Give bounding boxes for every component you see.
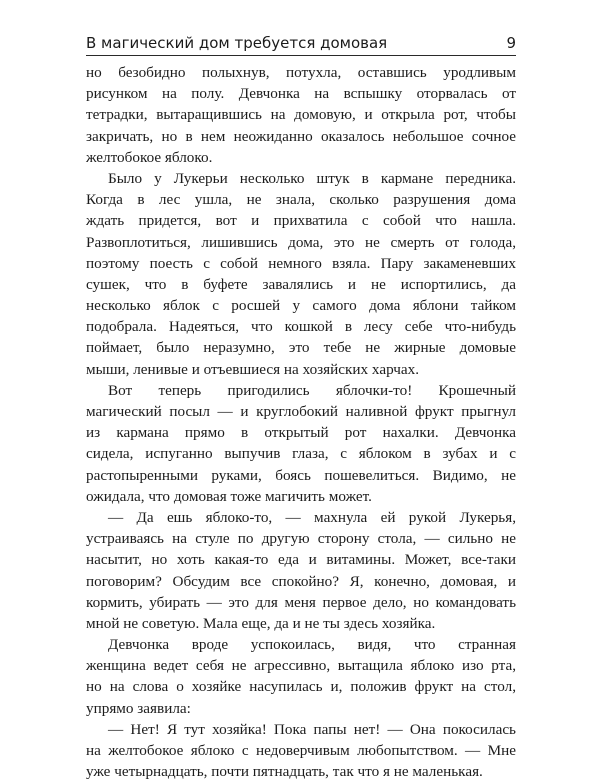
text-line: растопыренными руками, боясь пошевелиться. Видимо, не xyxy=(86,466,516,484)
text-line: ожидала, что домовая тоже магичить может. xyxy=(86,487,372,505)
text-line: мной не советую. Мала еще, да и не ты здесь хозяйка. xyxy=(86,614,436,632)
text-line: подобрала. Надеяться, что кошкой в лесу себе что-нибудь xyxy=(86,318,516,336)
text-line: Когда в лес ушла, не знала, сколько разрушения дома xyxy=(86,191,516,209)
text-line: поймает, было неразумно, это тебе не жирные домовые xyxy=(86,339,516,357)
paragraph xyxy=(86,634,516,719)
paragraph xyxy=(86,380,516,507)
text-line: устраиваясь на стуле по другую сторону стола, — сильно не xyxy=(86,530,516,548)
text-line: насытит, но хоть какая-то еда и витамины. Может, все-таки xyxy=(86,551,516,569)
text-line: тетрадки, вытаращившись на домовую, и открыла рот, чтобы xyxy=(86,106,516,124)
text-line: на желтобокое яблоко с недоверчивым любопытством. — Мне xyxy=(86,742,516,759)
text-line: из кармана прямо в открытый рот нахалки. Девчонка xyxy=(86,424,516,442)
text-line: ждать придется, вот и прихватила с собой что нашла. xyxy=(86,212,516,230)
text-line: Девчонка вроде успокоилась, видя, что странная xyxy=(108,636,516,654)
paragraph xyxy=(86,719,516,782)
text-line: желтобокое яблоко. xyxy=(86,148,213,166)
text-line: но безобидно полыхнув, потухла, оставшись уродливым xyxy=(86,64,516,81)
text-line: женщина ведет себя не агрессивно, вытащила яблоко изо рта, xyxy=(86,657,516,675)
text-line: поговорим? Обсудим все спокойно? Я, конечно, домовая, и xyxy=(86,572,516,590)
running-head xyxy=(86,30,516,52)
text-line: сушек, что в буфете завалялись и не испортились, да xyxy=(86,275,516,293)
paragraph xyxy=(86,62,516,168)
text-line: Развоплотиться, лишившись дома, это не смерть от голода, xyxy=(86,233,516,251)
text-line: несколько яблок с росшей у самого дома яблони тайком xyxy=(86,297,516,315)
text-line: упрямо заявила: xyxy=(86,699,191,717)
text-line: кормить, убирать — это для меня первое дело, но командовать xyxy=(86,593,516,611)
text-line: закричать, но в нем неожиданно оказалось небольшое сочное xyxy=(86,127,516,145)
paragraph xyxy=(86,168,516,380)
text-line: мыши, ленивые и отъевшиеся на хозяйских харчах. xyxy=(86,360,420,378)
text-line: поэтому поесть с собой немного взяла. Пару закаменевших xyxy=(86,254,516,272)
page-number: 9 xyxy=(506,34,516,52)
text-line: Было у Лукерьи несколько штук в кармане передника. xyxy=(108,169,516,187)
text-line: — Нет! Я тут хозяйка! Пока папы нет! — Она покосилась xyxy=(108,720,516,738)
text-line: рисунком на полу. Девчонка на вспышку оторвалась от xyxy=(86,85,516,103)
paragraph xyxy=(86,507,516,634)
text-line: уже четырнадцать, почти пятнадцать, так что я не маленькая. xyxy=(86,763,483,781)
text-line: сидела, испуганно выпучив глаза, с яблоком в зубах и с xyxy=(86,445,516,463)
text-line: магический посыл — и круглобокий наливной фрукт прыгнул xyxy=(86,403,516,420)
text-line: но на слова о хозяйке насупилась и, положив фрукт на стол, xyxy=(86,678,516,696)
header-rule xyxy=(86,55,516,56)
body-text xyxy=(86,62,516,782)
running-title: В магический дом требуется домовая xyxy=(86,34,388,52)
text-line: — Да ешь яблоко-то, — махнула ей рукой Лукерья, xyxy=(108,508,516,526)
text-line: Вот теперь пригодились яблочки-то! Крошечный xyxy=(108,381,516,399)
